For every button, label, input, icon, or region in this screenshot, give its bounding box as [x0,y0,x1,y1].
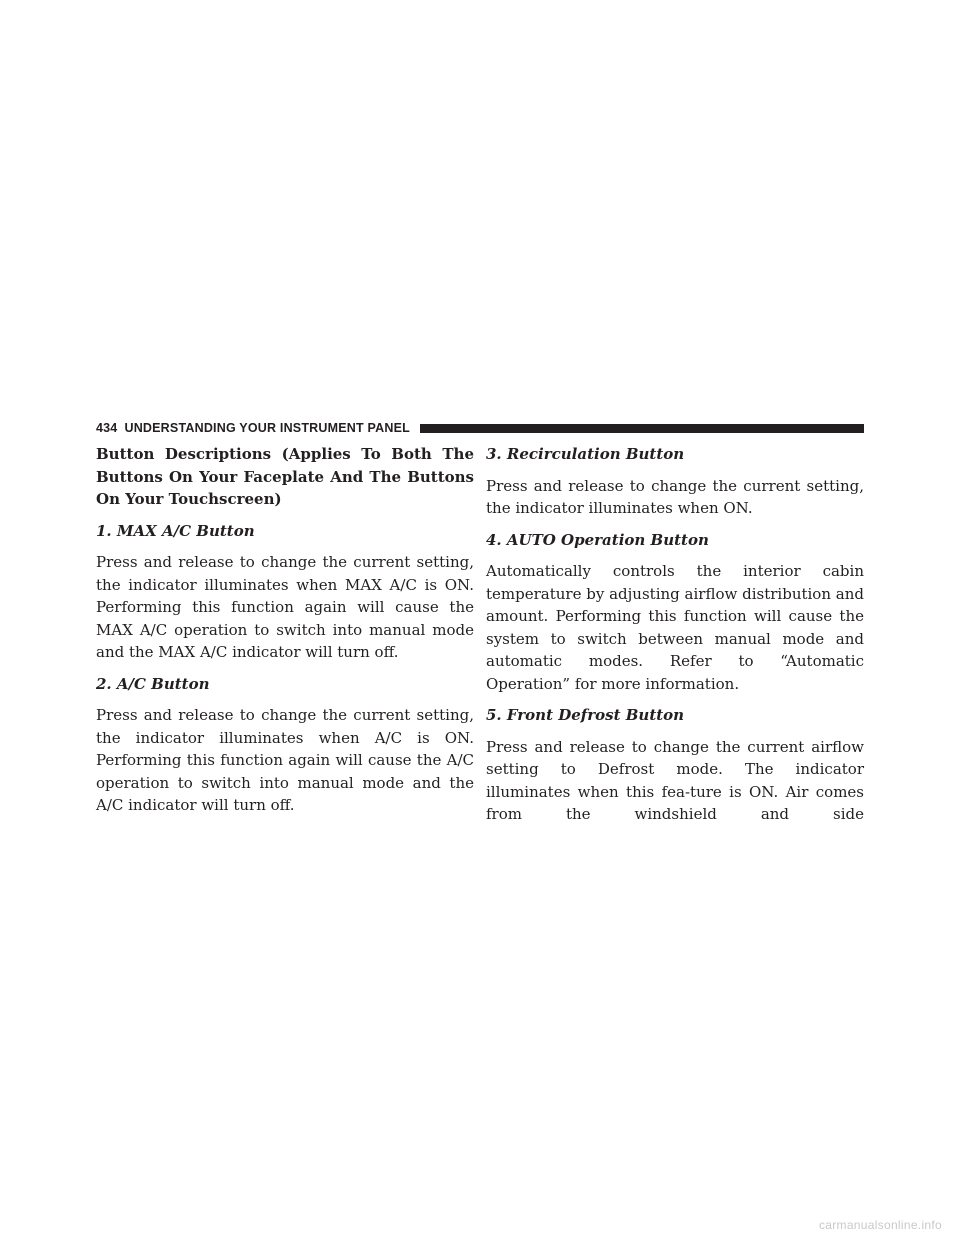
ac-heading: 2. A/C Button [96,674,210,693]
watermark: carmanualsonline.info [818,1218,942,1232]
front-defrost-heading: 5. Front Defrost Button [486,706,685,724]
left-column [96,443,474,826]
max-ac-heading: 1. MAX A/C Button [96,521,255,540]
recirculation-heading: 3. Recirculation Button [486,445,685,463]
max-ac-description: Press and release to change the current setting, the indicator illuminates when MAX A/C is ON. Performing this function again will cause the MAX A/C operation to switch into manual mode and the MAX A/C indicator will turn off. [96,553,474,661]
front-defrost-description: Press and release to change the current airflow setting to Defrost mode. The indicator illuminates when this fea-ture is ON. Air comes from the windshield and side [486,737,864,823]
page-number: 434 [96,421,118,435]
recirculation-description: Press and release to change the current setting, the indicator illuminates when ON. [486,476,864,517]
right-column [486,443,864,835]
section-title: UNDERSTANDING YOUR INSTRUMENT PANEL [124,421,410,435]
auto-operation-heading: 4. AUTO Operation Button [486,530,709,549]
ac-description: Press and release to change the current setting, the indicator illuminates when A/C is ON. Performing this function again will cause the A/C operation to switch into manual mode and the A/C indicator will turn off. [96,706,474,814]
section-heading: Button Descriptions (Applies To Both The Buttons On Your Faceplate And The Buttons On Your Touchscreen) [96,445,474,508]
auto-operation-description: Automatically controls the interior cabin temperature by adjusting airflow distribution and amount. Performing this function will cause the system to switch between manual mode and automatic modes. Refer to “Automatic Operation” for more information. [486,562,864,693]
header-rule [420,424,864,433]
page-header [96,418,864,438]
